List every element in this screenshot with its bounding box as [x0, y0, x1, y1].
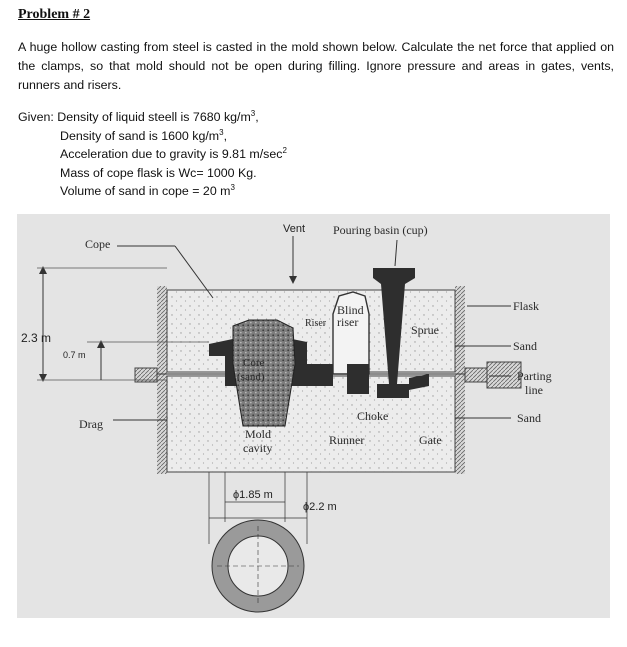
label-riser: Riser: [305, 318, 327, 329]
sprue-well: [377, 384, 409, 398]
riser-neck: [347, 364, 369, 394]
label-core-1: Core: [243, 357, 265, 369]
label-parting-line-1: Parting: [517, 369, 552, 383]
label-mold-cavity-2: cavity: [243, 441, 273, 455]
label-gate: Gate: [419, 433, 442, 447]
label-flask: Flask: [513, 299, 540, 313]
label-core-2: (sand): [237, 371, 265, 383]
given-line-3: Acceleration due to gravity is 9.81 $m/\sec^2$: [60, 146, 287, 161]
given-data: [18, 108, 287, 201]
label-runner: Runner: [329, 433, 365, 447]
label-pouring-basin: Pouring basin (cup): [333, 223, 428, 237]
label-blind-riser-2: riser: [337, 315, 359, 329]
parting-flange: [487, 362, 521, 388]
right-clamp-ear: [465, 368, 489, 382]
label-blind-riser-1: Blind: [337, 303, 364, 317]
label-sand-top: Sand: [513, 339, 537, 353]
label-dim-cope: 0.7 m: [63, 350, 86, 360]
label-cope: Cope: [85, 237, 111, 251]
label-drag: Drag: [79, 417, 103, 431]
given-line-2: Density of sand is 1600 $kg/m^3$,: [60, 127, 228, 143]
label-dim-height: 2.3 m: [21, 331, 52, 345]
label-vent: Vent: [283, 223, 306, 235]
label-dim-outer: ϕ1.85 m: [233, 489, 273, 501]
given-line-4: Mass of cope flask is Wc= 1000 Kg.: [60, 165, 257, 180]
given-line-1: Given: Density of liquid steell is 7680 $kg/m^3$,: [18, 109, 259, 124]
flask-right-wall: [455, 286, 465, 474]
label-dim-inner: ϕ2.2 m: [303, 501, 337, 513]
label-choke: Choke: [357, 409, 389, 423]
mold-diagram: [17, 214, 610, 618]
label-sand-bottom: Sand: [517, 411, 541, 425]
label-mold-cavity-1: Mold: [245, 427, 272, 441]
casting-right: [307, 364, 333, 386]
given-line-5: Volume of sand in cope = 20 $m^3$: [60, 183, 235, 198]
label-sprue: Sprue: [411, 323, 439, 337]
drag-sand: [167, 376, 455, 472]
problem-title: Problem # 2: [18, 7, 91, 22]
label-parting-line-2: line: [525, 383, 543, 397]
given-label: Given:: [18, 110, 54, 124]
problem-statement: A huge hollow casting from steel is casted in the mold shown below. Calculate the net force that applied on the clamps, so that mold should not be open during filling. Ignore pressure and areas in gates, vents, runners and risers.: [18, 40, 614, 92]
mold-diagram-svg: [17, 214, 610, 618]
